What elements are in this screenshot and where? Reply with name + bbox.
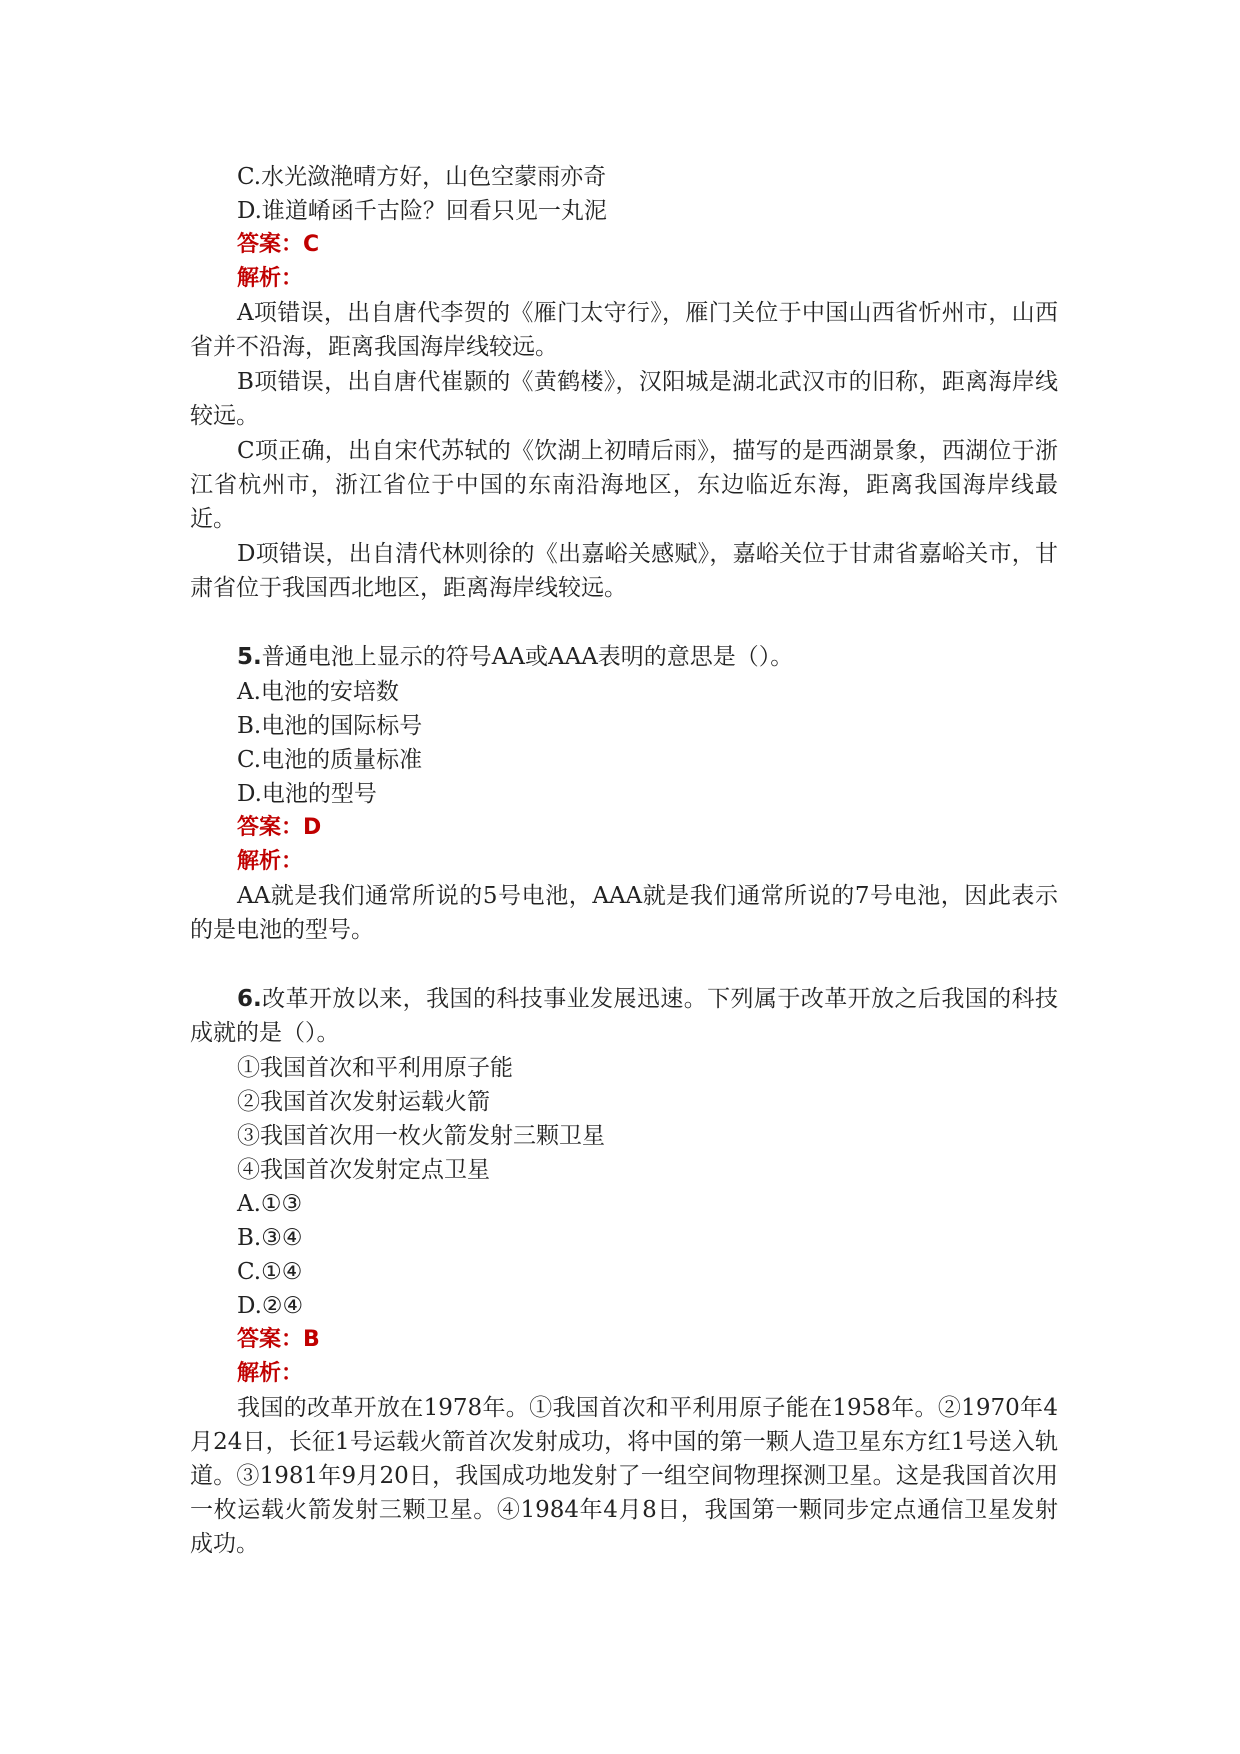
option-d: D.谁道崤函千古险？回看只见一丸泥	[237, 198, 607, 224]
question-text: 普通电池上显示的符号AA或AAA表明的意思是（）。	[261, 644, 794, 670]
analysis-paragraph: 我国的改革开放在1978年。①我国首次和平利用原子能在1958年。②1970年4月24日，长征1号运载火箭首次发射成功，将中国的第一颗人造卫星东方红1号送入轨道。③1981年9月20日，我国成功地发射了一组空间物理探测卫星。这是我国首次用一枚运载火箭发射三颗卫星。④1984年4月8日，我国第一颗同步定点通信卫星发射成功。	[190, 1395, 1058, 1557]
analysis-paragraph: AA就是我们通常所说的5号电池，AAA就是我们通常所说的7号电池，因此表示的是电池的型号。	[190, 883, 1058, 943]
analysis-paragraph: B项错误，出自唐代崔颢的《黄鹤楼》，汉阳城是湖北武汉市的旧称，距离海岸线较远。	[190, 369, 1058, 429]
document-page	[190, 160, 1058, 1562]
option-a: A.电池的安培数	[237, 679, 399, 705]
spacer	[190, 948, 1058, 982]
statement-item: ①我国首次和平利用原子能	[237, 1055, 513, 1081]
option-d: D.②④	[237, 1293, 304, 1319]
option-a: A.①③	[237, 1191, 303, 1217]
analysis-paragraph: D项错误，出自清代林则徐的《出嘉峪关感赋》，嘉峪关位于甘肃省嘉峪关市，甘肃省位于我国西北地区，距离海岸线较远。	[190, 541, 1058, 601]
statement-item: ②我国首次发射运载火箭	[237, 1089, 490, 1115]
question-stem	[190, 982, 1058, 1050]
question-text: 改革开放以来，我国的科技事业发展迅速。下列属于改革开放之后我国的科技成就的是（）。	[190, 986, 1058, 1046]
question-4	[190, 160, 1058, 605]
question-5	[190, 640, 1058, 947]
analysis-paragraph: A项错误，出自唐代李贺的《雁门太守行》，雁门关位于中国山西省忻州市，山西省并不沿海，距离我国海岸线较远。	[190, 300, 1058, 360]
option-b: B.电池的国际标号	[237, 713, 423, 739]
option-d: D.电池的型号	[237, 781, 377, 807]
option-c: C.水光潋滟晴方好，山色空蒙雨亦奇	[237, 164, 607, 190]
question-number: 5.	[237, 644, 262, 670]
analysis-label: 解析：	[237, 266, 304, 291]
statement-item: ④我国首次发射定点卫星	[237, 1157, 490, 1183]
option-c: C.电池的质量标准	[237, 747, 423, 773]
spacer	[190, 606, 1058, 640]
statement-item: ③我国首次用一枚火箭发射三颗卫星	[237, 1123, 605, 1149]
option-c: C.①④	[237, 1259, 303, 1285]
analysis-label: 解析：	[237, 849, 304, 874]
analysis-paragraph: C项正确，出自宋代苏轼的《饮湖上初晴后雨》，描写的是西湖景象，西湖位于浙江省杭州市，浙江省位于中国的东南沿海地区，东边临近东海，距离我国海岸线最近。	[190, 438, 1058, 532]
question-stem	[190, 640, 1058, 674]
answer-label: 答案：D	[237, 815, 322, 840]
answer-label: 答案：C	[237, 232, 320, 257]
question-6	[190, 982, 1058, 1561]
question-number: 6.	[237, 986, 262, 1012]
analysis-label: 解析：	[237, 1361, 304, 1386]
answer-label: 答案：B	[237, 1327, 320, 1352]
option-b: B.③④	[237, 1225, 303, 1251]
